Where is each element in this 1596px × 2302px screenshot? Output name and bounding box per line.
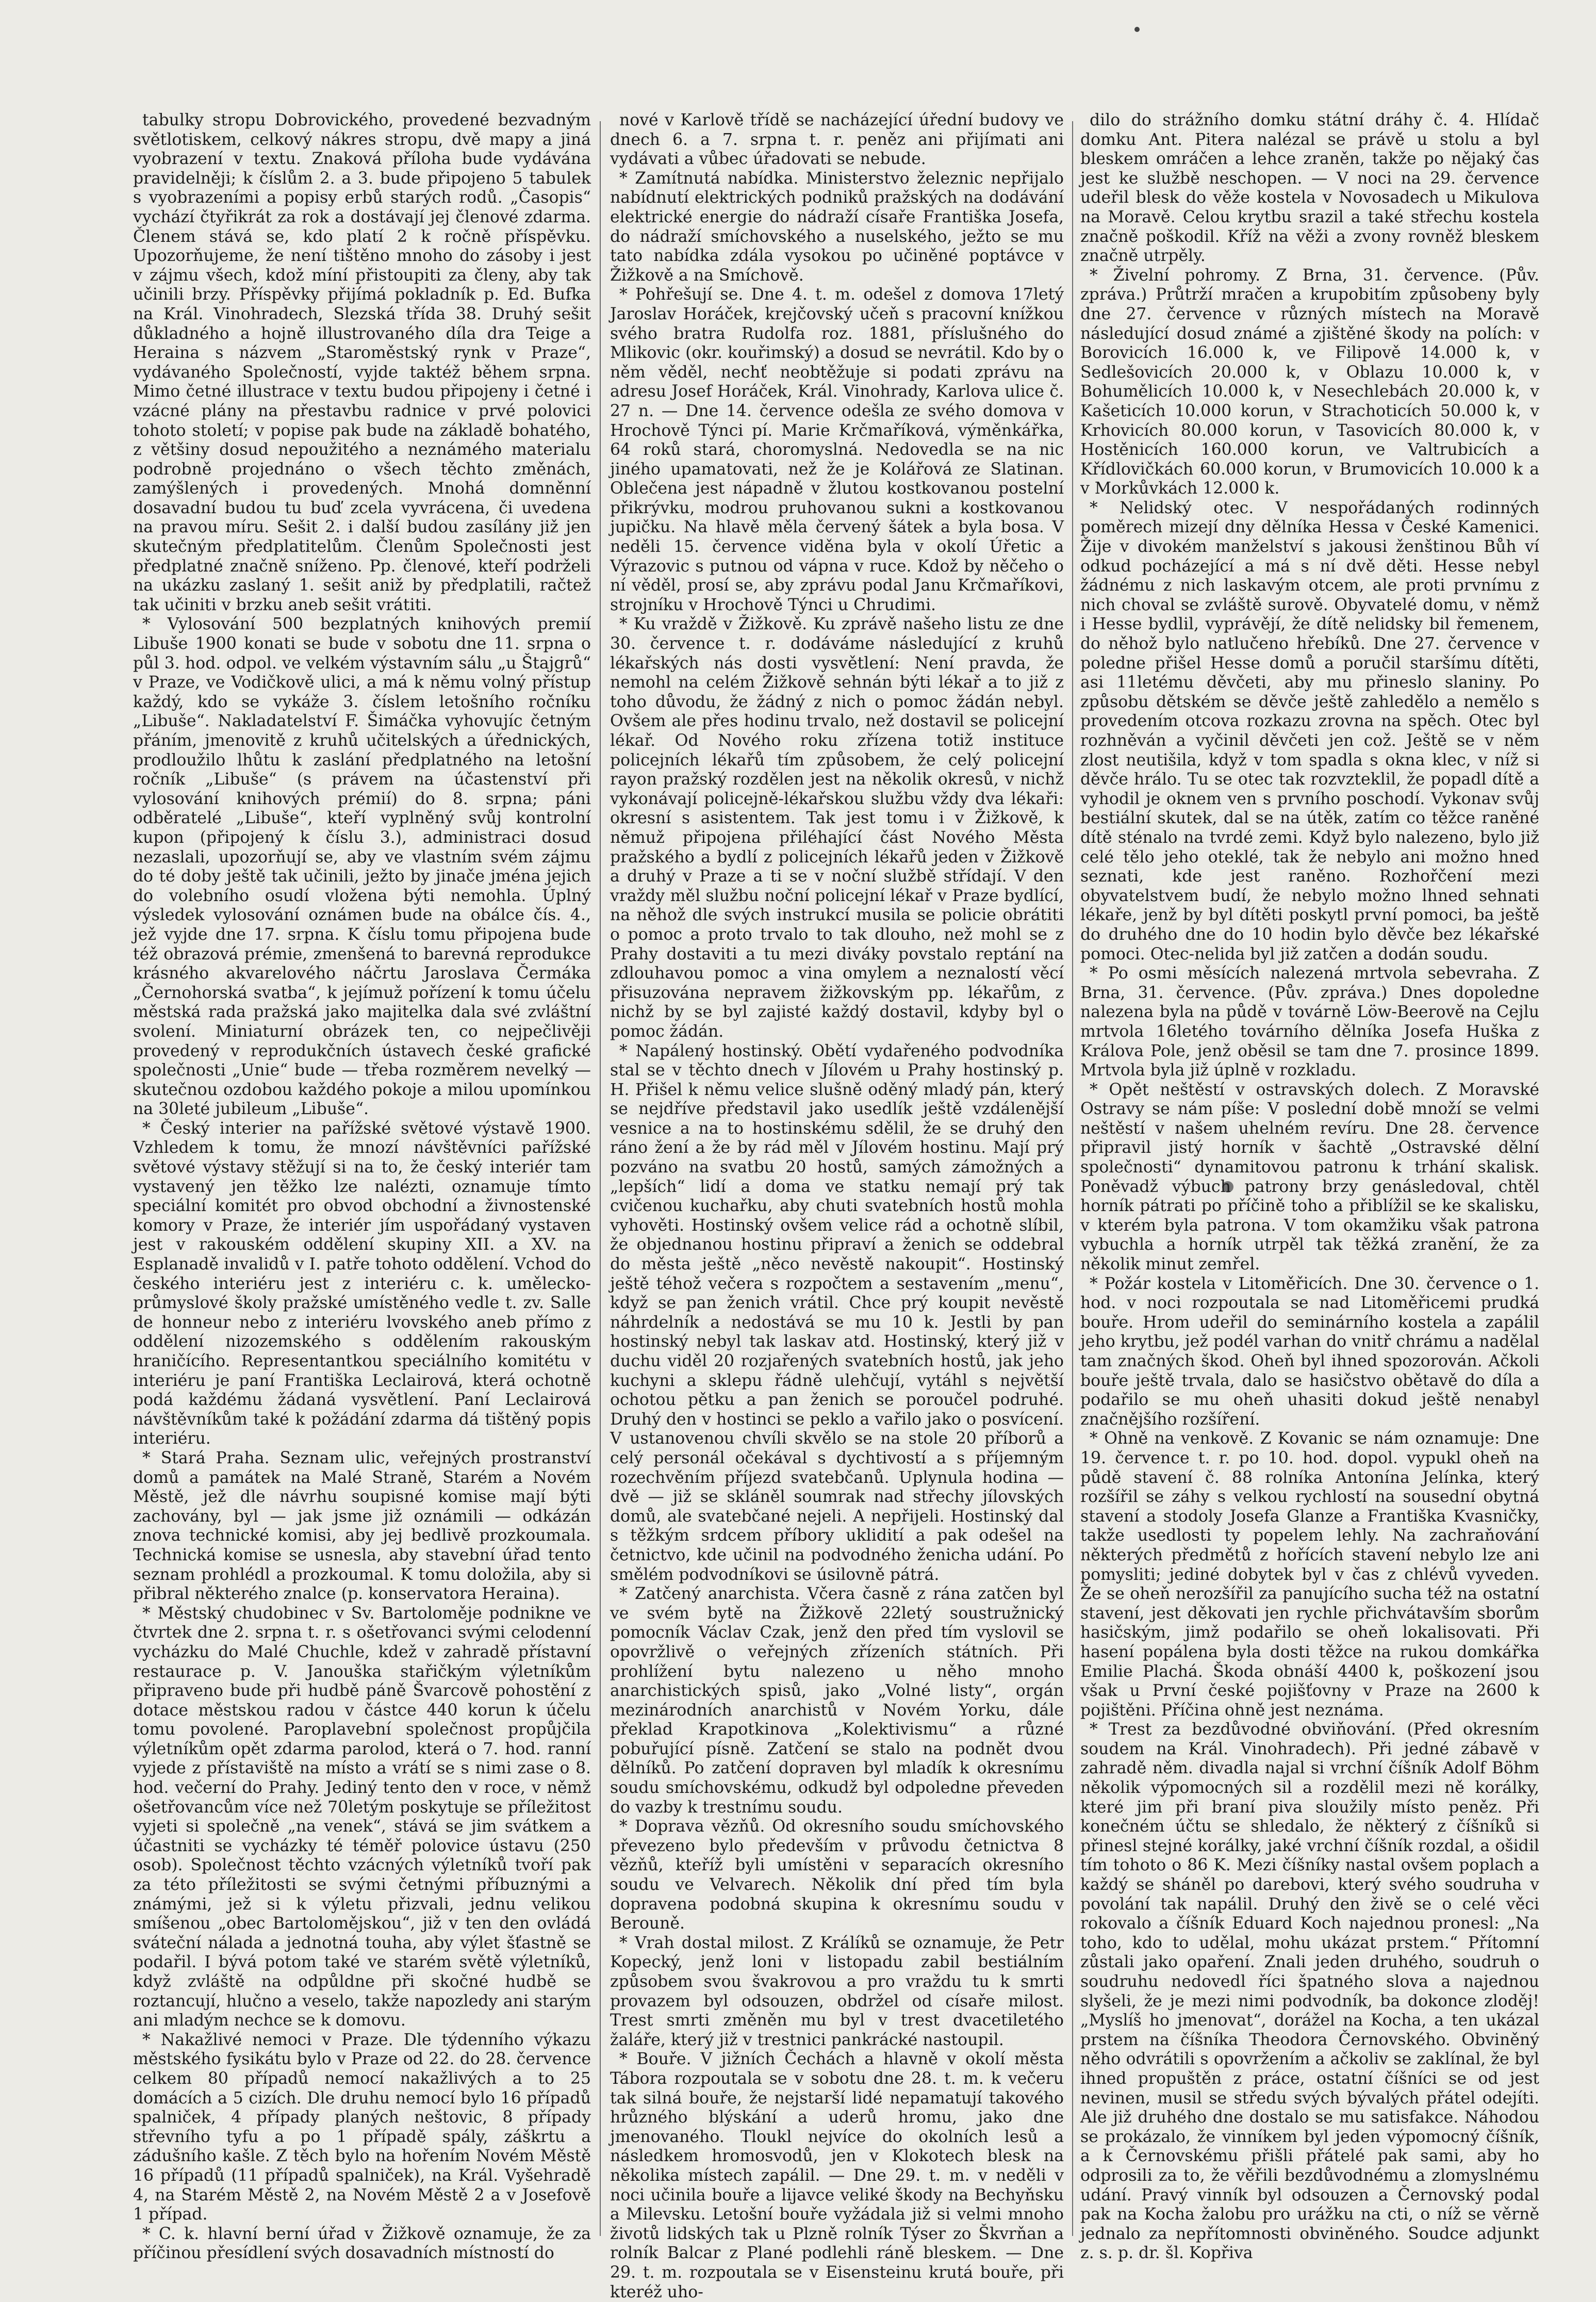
article-almshouse-trip: * Městský chudobinec v Sv. Bartoloměje podnikne ve čtvrtek dne 2. srpna t. r. s ošetřovanci svými celodenní vycházku do Malé Chuchle, kdež v zahradě přístavní restaurace p. V. Janouška stařičkým výletníkům připraveno bude při hudbě páně Švarcově pohostění z dotace městskou radou v částce 440 korun k účelu tomu povolené. Paroplavební společnost propůjčila výletníkům opět zdarma parolod, která o 7. hod. ranní vyjede z přístaviště na místo a vrátí se s nimi zase o 8. hod. večerní do Prahy. Jediný tento den v roce, v němž ošetřovancům více než 70letým poskytuje se příležitost vyjeti si společně „na venek“, stává se jim svátkem a účastniti se vycházky té téměř polovice ústavu (250 osob). Společnost těchto vzácných výletníků tvoří pak za této příležitosti se svými četnými příbuznými a známými, jež si k výletu přizvali, jednu velikou smíšenou „obec Bartolomějskou“, již v ten den ovládá sváteční nálada a jednotná touha, aby výlet šťastně se podařil. I bývá potom také ve starém světě výletníků, když zvláště na odpůldne při skočné hudbě se roztancují, hlučno a veselo, takže napozledy ani starým ani mladým nechce se k domovu.	[133, 1604, 591, 2030]
column-1	[133, 111, 591, 2263]
column-2	[610, 111, 1064, 2301]
article-rejected-offer: * Zamítnutá nabídka. Ministerstvo železnic nepřijalo nabídnutí elektrických podniků pražských na dodávání elektrické energie do nádraží císaře Františka Josefa, do nádraží smíchovského a nuselského, ježto se mu tato nabídka zdála vysokou po učiněné poptávce v Žižkově a na Smíchově.	[610, 169, 1064, 285]
article-storms: * Bouře. V jižních Čechách a hlavně v okolí města Tábora rozpoutala se v sobotu dne 28. t. m. k večeru tak silná bouře, že nejstarší lidé nepamatují takového hrůzného blýskání a uderů hromu, jako dne jmenovaného. Tloukl nejvíce do okolních lesů a následkem hromosvodů, jen v Klokotech blesk na několika místech zapálil. — Dne 29. t. m. v neděli v noci učinila bouře a lijavce veliké škody na Bechyňsku a Milevsku. Letošní bouře vyžádala již si velmi mnoho životů lidských tak u Plzně rolník Týser zo Škvrňan a rolník Balcar z Plané podlehli ráně bleskem. — Dne 29. t. m. rozpoutala se v Eisensteinu krutá bouře, při kteréž uho-	[610, 2050, 1064, 2301]
article-church-fire: * Požár kostela v Litoměřicích. Dne 30. července o 1. hod. v noci rozpoutala se nad Litoměřicemi prudká bouře. Hrom udeřil do seminárního kostela a zapálil jeho krytbu, jež podél varhan do vnitř chrámu a nadělal tam značných škod. Oheň byl ihned spozorován. Ačkoli bouře ještě trvala, dalo se hasičstvo obětavě do díla a podařilo se mu oheň uhasiti dokud ještě nenabyl značnějšího rozšíření.	[1080, 1274, 1539, 1429]
article-infectious-diseases: * Nakažlivé nemoci v Praze. Dle týdenního výkazu městského fysikátu bylo v Praze od 22. do 28. července celkem 80 případů nemocí nakažlivých a to 25 domácích a 5 cizích. Dle druhu nemocí bylo 16 případů spalniček, 4 případy planých neštovic, 8 případy střevního tyfu a po 1 případě spály, záškrtu a zádušního kašle. Z těch bylo na hořením Novém Městě 16 případů (11 případů spalniček), na Král. Vyšehradě 4, na Starém Městě 2, na Novém Městě 2 a v Josefově 1 případ.	[133, 2030, 591, 2224]
article-suicide-found: * Po osmi měsících nalezená mrtvola sebevraha. Z Brna, 31. července. (Pův. zpráva.) Dnes dopoledne nalezena byla na půdě v továrně Löw-Beerově na Cejlu mrtvola 16letého továrního dělníka Josefa Huška z Králova Pole, jenž oběsil se tam dne 7. prosince 1899. Mrtvola byla již úplně v rozkladu.	[1080, 964, 1539, 1080]
article-libuse-premiums: * Vylosování 500 bezplatných knihových premií Libuše 1900 konati se bude v sobotu dne 11. srpna o půl 3. hod. odpol. ve velkém výstavním sálu „u Štajgrů“ v Praze, ve Vodičkově ulici, a má k němu volný přístup každý, kdo se vykáže 3. číslem letošního ročníku „Libuše“. Nakladatelství F. Šimáčka vyhovujíc četným přáním, jmenovitě z kruhů učitelských a úřednických, prodloužilo lhůtu k zaslání předplatného na letošní ročník „Libuše“ (s právem na účastenství při vylosování knihových prémií) do 8. srpna; páni odběratelé „Libuše“, kteří vyplněný svůj kontrolní kupon (připojený k číslu 3.), administraci dosud nezaslali, upozorňují se, aby ve vlastním svém zájmu do té doby ještě tak učinili, ježto by jinače jména jejich do volebního osudí vložena býti nemohla. Úplný výsledek vylosování oznámen bude na obálce čís. 4., jež vyjde dne 17. srpna. K číslu tomu připojena bude též obrazová prémie, zmenšená to barevná reprodukce krásného akvarelového náčrtu Jaroslava Čermáka „Černohorská svatba“, k jejímuž pořízení k tomu účelu městská rada pražská jako majitelka dala své zvláštní svolení. Miniaturní obrázek ten, co nejpečlivěji provedený v reprodukčních ústavech české grafické společnosti „Unie“ bude — třeba rozměrem nevelký — skutečnou ozdobou každého pokoje a milou upomínkou na 30leté jubileum „Libuše“.	[133, 615, 591, 1119]
article-inhuman-father: * Nelidský otec. V nespořádaných rodinných poměrech mizejí dny dělníka Hessa v České Kamenici. Žije v divokém manželství s jakousi ženštinou Bůh ví odkud pocházející a má s ní dvě děti. Hesse nebyl žádnému z nich laskavým otcem, ale proti prvnímu z nich choval se zvláště surově. Obyvatelé domu, v němž i Hesse bydlil, vyprávějí, že dítě nelidsky bil řemenem, do něhož bylo natlučeno hřebíků. Dne 27. července v poledne přišel Hesse domů a poručil staršímu dítěti, asi 11letému děvčeti, aby mu přineslo slaniny. Po způsobu dětském se děvče ještě zahledělo a nemělo s provedením otcova rozkazu zrovna na spěch. Otec byl rozhněván a vyčinil děvčeti jen což. Ještě se v něm zlost neutišila, když v tom spadla s okna klec, v níž si děvče hrálo. Tu se otec tak rozvzteklil, že popadl dítě a vyhodil je oknem ven s prvního poschodí. Vykonav svůj bestiální skutek, dal se na útěk, zatím co těžce raněné dítě sténalo na tvrdé zemi. Když bylo nalezeno, bylo již celé tělo jeho oteklé, tak že nebylo ani možno hned seznati, kde jest raněno. Rozhořčení mezi obyvatelstvem budí, že nebylo možno lhned sehnati lékaře, jenž by byl dítěti poskytl první pomoci, ba ještě do druhého dne do 10 hodin bylo děvče bez lékařské pomoci. Otec-nelida byl již zatčen a dodán soudu.	[1080, 498, 1539, 964]
print-speck	[1134, 27, 1140, 32]
article-prisoner-transport: * Doprava vězňů. Od okresního soudu smíchovského převezeno bylo především v průvodu četnictva 8 vězňů, kteříž byli umístěni v separacích okresního soudu ve Velvarech. Několik dní před tím byla dopravena podobná skupina k okresnímu soudu v Berouně.	[610, 1817, 1064, 1933]
article-murderer-pardoned: * Vrah dostal milost. Z Králíků se oznamuje, že Petr Kopecký, jenž loni v listopadu zabil bestiálním způsobem svou švakrovou a pro vraždu tu k smrti provazem byl odsouzen, obdržel od císaře milost. Trest smrti změněn mu byl v trest dvacetiletého žaláře, který již v trestnici pankrácké nastoupil.	[610, 1933, 1064, 2049]
article-mine-accident: * Opět neštěstí v ostravských dolech. Z Moravské Ostravy se nám píše: V poslední době množí se velmi neštěstí v našem uhelném revíru. Dne 28. července připravil jistý horník v šachtě „Ostravské dělní společnosti“ dynamitovou patronu k trhání skalisk. Poněvadž výbuch patrony brzy genásledoval, chtěl horník pátrati po příčině toho a přiblížil se ke skalisku, v kterém byla patrona. V tom okamžiku však patrona vybuchla a horník utrpěl tak těžká zranění, že za několik minut zemřel.	[1080, 1080, 1539, 1274]
article-rural-fires: * Ohně na venkově. Z Kovanic se nám oznamuje: Dne 19. července t. r. po 10. hod. dopol. vypukl oheň na půdě stavení č. 88 rolníka Antonína Jelínka, který rozšířil se záhy s velkou rychlostí na sousední obytná stavení a stodoly Josefa Glanze a Františka Kvasničky, takže usedlosti ty popelem lehly. Na zachraňování některých předmětů z hořících stavení nebylo lze ani pomysliti; jediné dobytek byl v čas z chlévů vyveden. Že se oheň nerozšířil za panujícího sucha též na ostatní stavení, jest děkovati jen rychle přichvátavším sborům hasičským, jimž podařilo se oheň lokalisovati. Při hasení popálena byla dosti těžce na rukou domkářka Emilie Plachá. Škoda obnáší 4400 k, poškození jsou však u První české pojišťovny v Praze na 2600 k pojištěni. Příčina ohně jest neznáma.	[1080, 1429, 1539, 1720]
article-continuation: nové v Karlově třídě se nacházející úřední budovy ve dnech 6. a 7. srpna t. r. peněz ani přijímati ani vydávati a vůbec úřadovati se nebude.	[610, 111, 1064, 169]
article-missing-persons: * Pohřešují se. Dne 4. t. m. odešel z domova 17letý Jaroslav Horáček, krejčovský učeň s pracovní knížkou svého bratra Rudolfa roz. 1881, příslušného do Mlikovic (okr. kouřimský) a dosud se nevrátil. Kdo by o něm věděl, nechť neobtěžuje si podati zprávu na adresu Josef Horáček, Král. Vinohrady, Karlova ulice č. 27 n. — Dne 14. července odešla ze svého domova v Hrochově Týnci pí. Marie Krčmaříková, výměnkářka, 64 roků stará, choromyslná. Nedovedla se na nic jiného upamatovati, než že je Kolářová ze Slatinan. Oblečena jest nápadně v žlutou kostkovanou postelní přikrývku, modrou pruhovanou sukni a kostkovanou jupičku. Na hlavě měla červený šátek a byla bosa. V neděli 15. července viděna byla v okolí Úřetic a Výrazovic s putnou od vápna v ruce. Kdož by něčeho o ní věděl, prosí se, aby zprávu podal Janu Krčmaříkovi, strojníku v Hrochově Týnci u Chrudimi.	[610, 285, 1064, 614]
column-3	[1080, 111, 1539, 2263]
article-false-accusation: * Trest za bezdůvodné obviňování. (Před okresním soudem na Král. Vinohradech). Při jedné zábavě v zahradě něm. divadla najal si vrchní číšník Adolf Böhm několik výpomocných sil a rozdělil mezi ně korálky, které jim při braní piva sloužily místo peněz. Při konečném účtu se shledalo, že některý z číšníků si přinesl stejné korálky, jaké vrchní číšník rozdal, a ošidil tím tohoto o 86 K. Mezi číšníky nastal ovšem poplach a každý se sháněl po darebovi, který svého soudruha v povolání tak napálil. Druhý den živě se o celé věci rokovalo a číšník Eduard Koch najednou pronesl: „Na toho, kdo to udělal, mohu ukázat prstem.“ Přítomní zůstali jako opaření. Znali jeden druhého, soudruh o soudruhu nedovedl říci špatného slova a najednou slyšeli, že je mezi nimi podvodník, ba dokonce zloděj! „Myslíš ho jmenovat“, dorážel na Kocha, a ten ukázal prstem na číšníka Theodora Černovského. Obviněný něho odvrátili s opovržením a ačkoliv se zaklínal, že byl ihned propuštěn z práce, ostatní číšníci se od jest nevinen, musil se středu svých bývalých přátel odejíti. Ale již druhého dne dostalo se mu satisfakce. Náhodou se prokázalo, že vinníkem byl jeden výpomocný číšník, a k Černovskému přišli přátelé pak sami, aby ho odprosili za to, že věřili bezdůvodnému a zlomyslnému udání. Pravý vinník byl odsouzen a Černovský podal pak na Kocha žalobu pro urážku na cti, o níž se věrně jednalo za nepřítomnosti obviněného. Soudce adjunkt z. s. p. dr. šl. Kopřiva	[1080, 1720, 1539, 2263]
article-czech-interior-paris: * Český interier na pařížské světové výstavě 1900. Vzhledem k tomu, že mnozí návštěvníci pařížské světové výstavy stěžují si na to, že český interiér tam vystavený jen těžko lze nalézti, oznamuje tímto speciální komitét pro obvod obchodní a živnostenské komory v Praze, že interiér jím uspořádaný vystaven jest v rakouském oddělení skupiny XII. a XV. na Esplanadě invalidů v I. patře tohoto oddělení. Vchod do českého interiéru jest z interiéru c. k. umělecko-průmyslové školy pražské umístěného vedle t. zv. Salle de honneur nebo z interiéru lvovského aneb přímo z oddělení nizozemského s oddělením rakouským hraničícího. Representantkou speciálního komitétu v interiéru je paní Františka Leclairová, která ochotně podá každému žádaná vysvětlení. Paní Leclairová návštěvníkům také k požádání zdarma dá tištěný popis interiéru.	[133, 1119, 591, 1448]
article-deceived-innkeeper: * Napálený hostinský. Obětí vydařeného podvodníka stal se v těchto dnech v Jílovém u Prahy hostinský p. H. Přišel k němu velice slušně oděný mladý pán, který se nejdříve představil jako usedlík ještě vzdálenější vesnice a na to hostinskému sdělil, že se druhý den ráno žení a že by rád měl v Jílovém hostinu. Mají prý pozváno na svatbu 20 hostů, samých zámožných a „lepších“ lidí a doma ve statku nemají prý tak cvičenou kuchařku, aby chuti svatebních hostů mohla vyhověti. Hostinský ovšem velice rád a ochotně slíbil, že objednanou hostinu připraví a ženich se oddebral do města ještě „něco nevěstě nakoupit“. Hostinský ještě téhož večera s rozpočtem a sestavením „menu“, když se pan ženich vrátil. Chce prý koupit nevěstě náhrdelník a nedostává se mu 10 k. Jestli by pan hostinský nebyl tak laskav atd. Hostinský, který již v duchu viděl 20 rozjařených svatebních hostů, jak jeho kuchyni a sklepu řádně ulehčují, vytáhl s největší ochotou pětku a pan ženich se poroučel podruhé. Druhý den v hostinci se peklo a vařilo jako o posvícení. V ustanovenou chvíli skvělo se na stole 20 příborů a celý personál očekával s dychtivostí a s příjemným rozechvěním příjezd svatebčanů. Uplynula hodina — dvě — již se skláněl soumrak nad střechy jílovských domů, ale svatebčané nejeli. A nepřijeli. Hostinský dal s těžkým srdcem příbory uklidití a pak odešel na četnictvo, kde učinil na podvodného ženicha udání. Po smělém podvodníkovi se úsilovně pátrá.	[610, 1041, 1064, 1584]
article-continuation: tabulky stropu Dobrovického, provedené bezvadným světlotiskem, celkový nákres stropu, dvě mapy a jiná vyobrazení v textu. Znaková příloha bude vydávána pravidelněji; k číslům 2. a 3. bude připojeno 5 tabulek s vyobrazeními a popisy erbů starých rodů. „Časopis“ vychází čtyřikrát za rok a dostávají jej členové zdarma. Členem stává se, kdo platí 2 k ročně příspěvku. Upozorňujeme, že není tištěno mnoho do zásoby i jest v zájmu všech, kdož míní přistoupiti za členy, aby tak učinili brzy. Příspěvky přijímá pokladník p. Ed. Bufka na Král. Vinohradech, Slezská třída 38. Druhý sešit důkladného a hojně illustrovaného díla dra Teige a Heraina s názvem „Staroměstský rynk v Praze“, vydávaného Společností, vyjde taktéž během srpna. Mimo četné illustrace v textu budou připojeny i četné i vzácné plány na přestavbu radnice v prvé polovici tohoto století; v popise pak bude na základě bohatého, z většiny dosud nepoužitého a neznámého materialu podrobně projednáno o všech těchto změnách, zamýšlených i provedených. Mnohá domněnní dosavadní budou tu buď zcela vyvrácena, či uvedena na pravou míru. Sešit 2. i další budou zasílány již jen skutečným předplatitelům. Členům Společnosti jest předplatné značně sníženo. Pp. členové, kteří podrželi na ukázku zaslaný 1. sešit aniž by předplatili, račtež tak učiniti v brzku aneb sešit vrátiti.	[133, 111, 591, 614]
article-tax-office: * C. k. hlavní berní úřad v Žižkově oznamuje, že za příčinou přesídlení svých dosavadních místností do	[133, 2224, 591, 2263]
article-continuation: dilo do strážního domku státní dráhy č. 4. Hlídač domku Ant. Pitera nalézal se právě u stolu a byl bleskem omráčen a lehce zraněn, takže po nějaký čas jest ke službě neschopen. — V noci na 29. července udeřil blesk do věže kostela v Novosadech u Mikulova na Moravě. Celou krytbu srazil a také střechu kostela značně poškodil. Kříž na věži a zvony rovněž bleskem značně utrpěly.	[1080, 111, 1539, 266]
column-divider	[600, 121, 601, 2236]
article-old-prague: * Stará Praha. Seznam ulic, veřejných prostranství domů a památek na Malé Straně, Starém a Novém Městě, jež dle návrhu soupisné komise mají býti zachovány, byl — jak jsme již oznámili — odkázán znova technické komisi, aby jej bedlivě prozkoumala. Technická komise se usnesla, aby stavební úřad tento seznam prohlédl a prozkoumal. K tomu doložila, aby si přibral některého znalce (p. konservatora Heraina).	[133, 1448, 591, 1604]
article-natural-disasters: * Živelní pohromy. Z Brna, 31. července. (Pův. zpráva.) Průtrží mračen a krupobitím způsobeny byly dne 27. července v různých místech na Moravě následující dosud známé a zjištěné škody na polích: v Borovicích 16.000 k, ve Filipově 14.000 k, v Sedlešovicích 20.000 k, v Oblazu 10.000 k, v Bohumělicích 10.000 k, v Nesechlebách 20.000 k, v Kašeticích 10.000 korun, v Strachoticích 50.000 k, v Krhovicích 80.000 korun, v Tasovicích 80.000 k, v Hostěnicích 160.000 korun, ve Valtrubicích a Křídlovičkách 60.000 korun, v Brumovicích 10.000 k a v Morkůvkách 12.000 k.	[1080, 266, 1539, 498]
article-anarchist-arrested: * Zatčený anarchista. Včera časně z rána zatčen byl ve svém bytě na Žižkově 22letý soustružnický pomocník Václav Czak, jenž den před tím vyslovil se opovržlivě o veřejných zřízeních státních. Při prohlížení bytu nalezeno u něho mnoho anarchistických spisů, jako „Volné listy“, orgán mezinárodních anarchistů v Novém Yorku, dále překlad Krapotkinova „Kolektivismu“ a různé pobuřující písně. Zatčení se stalo na podnět dvou dělníků. Po zatčení dopraven byl mladík k okresnímu soudu smíchovskému, odkudž byl odpoledne převeden do vazby k trestnímu soudu.	[610, 1585, 1064, 1817]
column-divider	[1072, 121, 1073, 2236]
article-zizkov-murder: * Ku vraždě v Žižkově. Ku zprávě našeho listu ze dne 30. července t. r. dodáváme následující z kruhů lékařských nás dosti vysvětlení: Není pravda, že nemohl na celém Žižkově sehnán býti lékař a to již z toho důvodu, že žádný z nich o pomoc žádán nebyl. Ovšem ale přes hodinu trvalo, než dostavil se policejní lékař. Od Nového roku zřízena totiž instituce policejních lékařů tím způsobem, že celý policejní rayon pražský rozdělen jest na několik okresů, v nichž vykonávají policejně-lékařskou službu vždy dva lékaři: okresní s asistentem. Tak jest tomu i v Žižkově, k němuž připojena přiléhající část Nového Města pražského a bydlí z policejních lékařů jeden v Žižkově a druhý v Praze a ti se v noční službě střídají. V den vraždy měl službu noční policejní lékař v Praze bydlící, na něhož dle svých instrukcí musila se policie obrátiti o pomoc a proto trvalo to tak dlouho, než mohl se z Prahy dostaviti a tu mezi diváky povstalo reptání na zdlouhavou pomoc a vina omylem a neznalostí věcí přisuzována nepravem žižkovským pp. lékařům, z nichž by se byl zajisté každý dostavil, kdyby byl o pomoc žádán.	[610, 615, 1064, 1041]
